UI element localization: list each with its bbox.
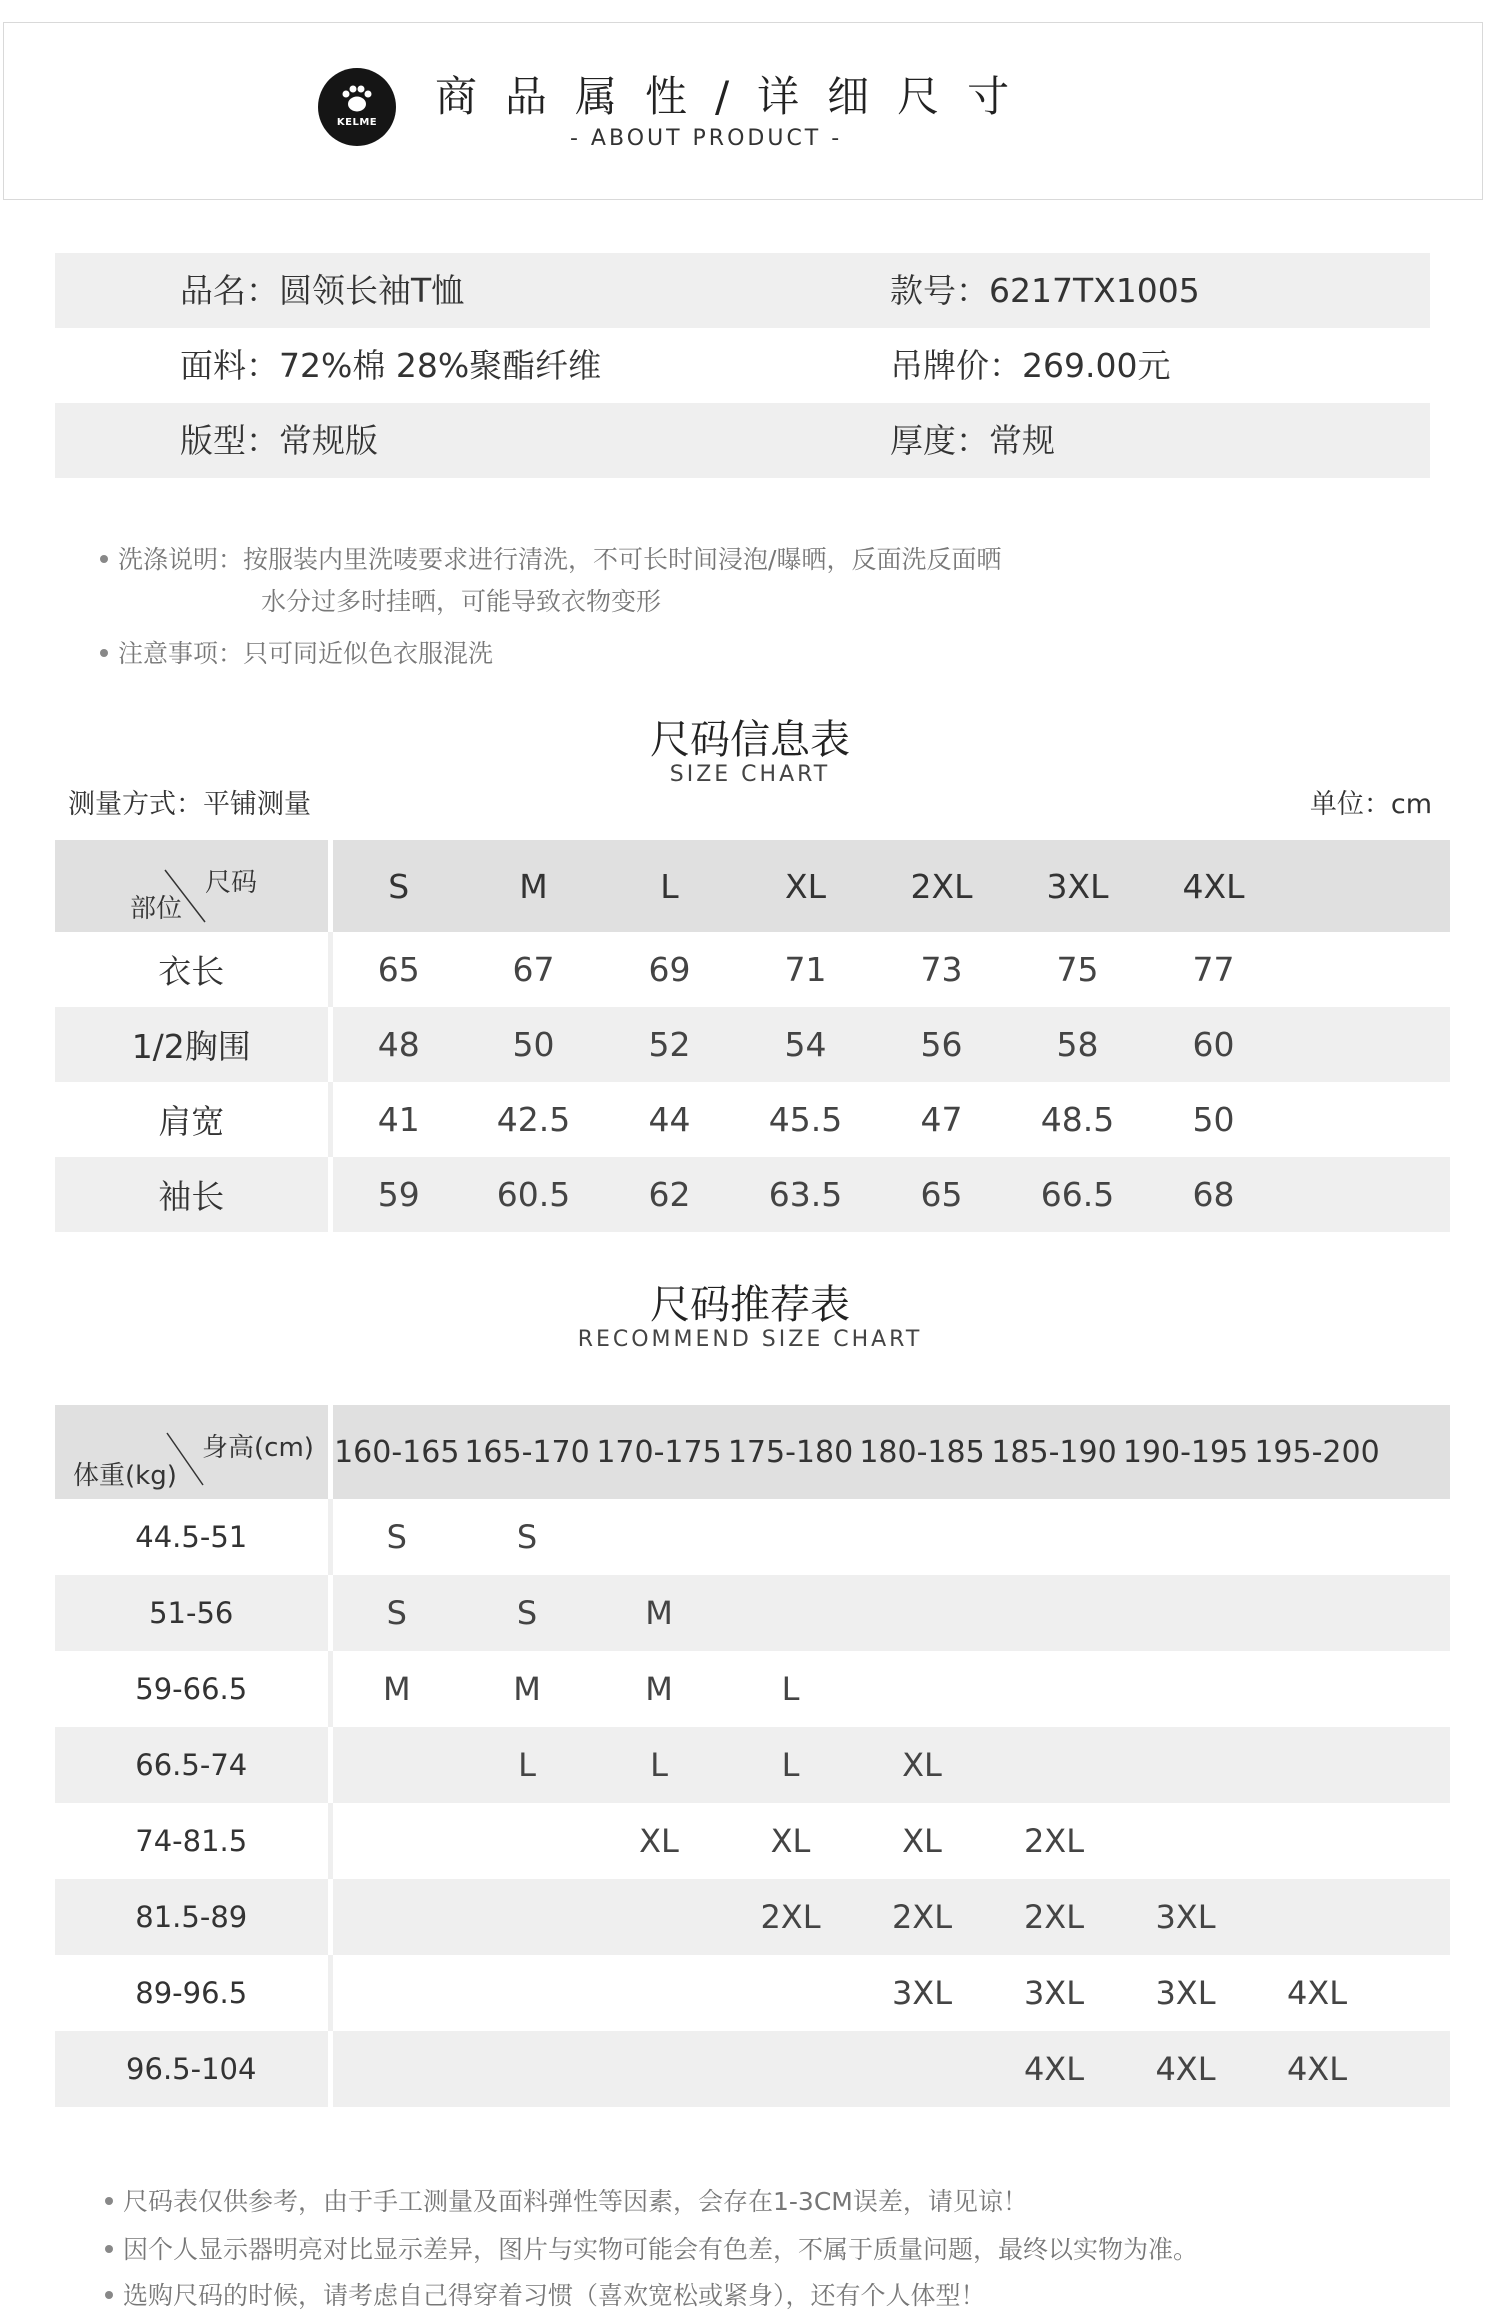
empty-cell <box>1383 1955 1450 2031</box>
recommended-size: L <box>725 1651 856 1727</box>
size-chart-title: 尺码信息表 <box>650 717 850 763</box>
size-value: 69 <box>602 932 737 1007</box>
bullet-icon <box>105 2291 113 2299</box>
recommended-size <box>1120 1727 1251 1803</box>
table-row <box>55 1651 1450 1727</box>
recommended-size: S <box>330 1499 461 1575</box>
recommended-size: M <box>593 1651 725 1727</box>
recommended-size <box>461 1879 593 1955</box>
size-value: 52 <box>602 1007 737 1082</box>
footer-note: 选购尺码的时候，请考虑自己得穿着习惯（喜欢宽松或紧身），还有个人体型！ <box>105 2276 986 2312</box>
empty-cell <box>1281 840 1450 932</box>
size-value: 62 <box>602 1157 737 1232</box>
height-header: 175-180 <box>725 1405 856 1499</box>
size-header: 3XL <box>1009 840 1146 932</box>
size-corner-cell <box>55 840 330 932</box>
recommended-size: 3XL <box>988 1955 1120 2031</box>
empty-cell <box>1281 1082 1450 1157</box>
size-header: L <box>602 840 737 932</box>
empty-cell <box>1383 1727 1450 1803</box>
size-value: 50 <box>1146 1082 1281 1157</box>
recommended-size <box>856 2031 988 2107</box>
recommended-size <box>856 1499 988 1575</box>
recommended-size <box>461 1803 593 1879</box>
table-row <box>55 1879 1450 1955</box>
measure-method: 测量方式：平铺测量 <box>68 789 311 820</box>
size-value: 65 <box>874 1157 1009 1232</box>
recommended-size <box>461 2031 593 2107</box>
recommend-chart-title: 尺码推荐表 <box>650 1282 850 1328</box>
recommended-size: 2XL <box>856 1879 988 1955</box>
height-header: 165-170 <box>461 1405 593 1499</box>
size-value: 50 <box>465 1007 602 1082</box>
size-value: 47 <box>874 1082 1009 1157</box>
recommended-size <box>1251 1879 1383 1955</box>
size-header: 2XL <box>874 840 1009 932</box>
size-value: 45.5 <box>737 1082 874 1157</box>
recommended-size <box>988 1651 1120 1727</box>
page-title: 商品属性/详细尺寸 <box>435 72 1038 121</box>
recommended-size <box>1120 1803 1251 1879</box>
recommended-size: S <box>461 1575 593 1651</box>
wash-instructions-cont: 水分过多时挂晒，可能导致衣物变形 <box>261 587 662 616</box>
recommended-size: L <box>461 1727 593 1803</box>
height-header: 190-195 <box>1120 1405 1251 1499</box>
recommended-size <box>988 1727 1120 1803</box>
recommended-size: XL <box>725 1803 856 1879</box>
info-name: 品名：圆领长袖T恤 <box>180 271 465 310</box>
kelme-logo <box>318 68 396 146</box>
size-value: 63.5 <box>737 1157 874 1232</box>
recommended-size: 4XL <box>1251 2031 1383 2107</box>
size-value: 65 <box>330 932 465 1007</box>
empty-cell <box>1281 1007 1450 1082</box>
corner-part-label: 部位 <box>130 894 183 924</box>
height-header-row <box>55 1405 1450 1499</box>
recommended-size <box>1251 1803 1383 1879</box>
info-row <box>55 253 1430 328</box>
recommended-size <box>593 1955 725 2031</box>
height-header: 180-185 <box>856 1405 988 1499</box>
size-value: 54 <box>737 1007 874 1082</box>
corner-weight-label: 体重(kg) <box>73 1461 177 1491</box>
info-fit: 版型：常规版 <box>180 421 378 460</box>
info-row <box>55 328 1430 403</box>
part-label: 衣长 <box>55 932 330 1007</box>
recommended-size <box>725 1575 856 1651</box>
size-value: 66.5 <box>1009 1157 1146 1232</box>
height-header: 170-175 <box>593 1405 725 1499</box>
table-row <box>55 1575 1450 1651</box>
empty-cell <box>1383 1575 1450 1651</box>
size-value: 42.5 <box>465 1082 602 1157</box>
weight-label: 66.5-74 <box>55 1727 330 1803</box>
size-chart-table <box>55 840 1453 1232</box>
recommend-corner-cell <box>55 1405 330 1499</box>
size-value: 56 <box>874 1007 1009 1082</box>
empty-cell <box>1281 932 1450 1007</box>
recommended-size <box>725 1499 856 1575</box>
recommended-size <box>330 1955 461 2031</box>
recommended-size: XL <box>856 1727 988 1803</box>
footer-note: 因个人显示器明亮对比显示差异，图片与实物可能会有色差，不属于质量问题，最终以实物为准。 <box>105 2230 1198 2266</box>
empty-cell <box>1383 1405 1450 1499</box>
size-value: 73 <box>874 932 1009 1007</box>
recommended-size <box>330 1879 461 1955</box>
recommended-size: XL <box>856 1803 988 1879</box>
info-price: 吊牌价：269.00元 <box>890 346 1171 385</box>
recommended-size: M <box>461 1651 593 1727</box>
recommended-size: 4XL <box>1251 1955 1383 2031</box>
recommended-size: 2XL <box>725 1879 856 1955</box>
size-value: 77 <box>1146 932 1281 1007</box>
table-row <box>55 1499 1450 1575</box>
size-value: 59 <box>330 1157 465 1232</box>
empty-cell <box>1383 1803 1450 1879</box>
weight-label: 51-56 <box>55 1575 330 1651</box>
wash-instructions: 洗涤说明：按服装内里洗唛要求进行清洗，不可长时间浸泡/曝晒，反面洗反面晒 <box>100 540 1001 576</box>
size-header: 4XL <box>1146 840 1281 932</box>
info-thickness: 厚度：常规 <box>890 421 1055 460</box>
recommend-chart-subtitle: RECOMMEND SIZE CHART <box>577 1327 923 1352</box>
recommended-size <box>725 1955 856 2031</box>
bullet-icon <box>100 555 108 563</box>
footer-note: 尺码表仅供参考，由于手工测量及面料弹性等因素，会存在1-3CM误差，请见谅！ <box>105 2182 1028 2218</box>
recommended-size <box>1120 1651 1251 1727</box>
bullet-icon <box>105 2197 113 2205</box>
recommended-size: 3XL <box>856 1955 988 2031</box>
recommended-size <box>330 1803 461 1879</box>
diagonal-divider <box>55 840 325 932</box>
page-subtitle: - ABOUT PRODUCT - <box>570 126 843 151</box>
weight-label: 59-66.5 <box>55 1651 330 1727</box>
recommended-size <box>988 1575 1120 1651</box>
size-value: 60 <box>1146 1007 1281 1082</box>
size-value: 48.5 <box>1009 1082 1146 1157</box>
recommended-size <box>1251 1499 1383 1575</box>
unit-label: 单位：cm <box>1309 789 1432 820</box>
recommended-size <box>1251 1651 1383 1727</box>
empty-cell <box>1383 1499 1450 1575</box>
bullet-icon <box>105 2245 113 2253</box>
recommended-size: 4XL <box>988 2031 1120 2107</box>
table-row <box>55 1955 1450 2031</box>
empty-cell <box>1383 1651 1450 1727</box>
size-header: S <box>330 840 465 932</box>
height-header: 160-165 <box>330 1405 461 1499</box>
table-row <box>55 1007 1450 1082</box>
brand-name: KELME <box>336 117 378 128</box>
recommended-size <box>593 2031 725 2107</box>
part-label: 肩宽 <box>55 1082 330 1157</box>
size-header-row <box>55 840 1450 932</box>
size-value: 44 <box>602 1082 737 1157</box>
recommended-size <box>593 1499 725 1575</box>
corner-height-label: 身高(cm) <box>202 1433 314 1463</box>
weight-label: 96.5-104 <box>55 2031 330 2107</box>
paw-icon <box>318 68 396 146</box>
info-fabric: 面料：72%棉 28%聚酯纤维 <box>180 346 602 385</box>
recommended-size: S <box>461 1499 593 1575</box>
weight-label: 74-81.5 <box>55 1803 330 1879</box>
recommended-size <box>988 1499 1120 1575</box>
table-row <box>55 932 1450 1007</box>
recommended-size <box>856 1575 988 1651</box>
recommended-size: M <box>330 1651 461 1727</box>
recommended-size <box>461 1955 593 2031</box>
weight-label: 44.5-51 <box>55 1499 330 1575</box>
recommended-size: 2XL <box>988 1803 1120 1879</box>
recommended-size: M <box>593 1575 725 1651</box>
bullet-icon <box>100 649 108 657</box>
recommended-size <box>1251 1727 1383 1803</box>
size-value: 60.5 <box>465 1157 602 1232</box>
info-row <box>55 403 1430 478</box>
recommended-size: S <box>330 1575 461 1651</box>
weight-label: 81.5-89 <box>55 1879 330 1955</box>
recommended-size <box>1120 1575 1251 1651</box>
weight-label: 89-96.5 <box>55 1955 330 2031</box>
caution-note: 注意事项：只可同近似色衣服混洗 <box>100 634 493 670</box>
info-style-no: 款号：6217TX1005 <box>890 271 1200 310</box>
table-row <box>55 2031 1450 2107</box>
corner-size-label: 尺码 <box>205 868 258 898</box>
size-chart-subtitle: SIZE CHART <box>669 762 831 787</box>
size-header: XL <box>737 840 874 932</box>
empty-cell <box>1383 1879 1450 1955</box>
recommended-size: L <box>593 1727 725 1803</box>
part-label: 袖长 <box>55 1157 330 1232</box>
recommend-chart-table <box>55 1405 1450 2107</box>
recommended-size <box>1120 1499 1251 1575</box>
table-row <box>55 1727 1450 1803</box>
empty-cell <box>1383 2031 1450 2107</box>
empty-cell <box>1281 1157 1450 1232</box>
recommended-size: 3XL <box>1120 1879 1251 1955</box>
size-value: 48 <box>330 1007 465 1082</box>
size-value: 41 <box>330 1082 465 1157</box>
size-value: 67 <box>465 932 602 1007</box>
recommended-size: 2XL <box>988 1879 1120 1955</box>
size-value: 58 <box>1009 1007 1146 1082</box>
height-header: 185-190 <box>988 1405 1120 1499</box>
table-row <box>55 1157 1450 1232</box>
recommended-size: XL <box>593 1803 725 1879</box>
table-row <box>55 1803 1450 1879</box>
height-header: 195-200 <box>1251 1405 1383 1499</box>
recommended-size <box>856 1651 988 1727</box>
size-value: 75 <box>1009 932 1146 1007</box>
recommended-size <box>330 2031 461 2107</box>
recommended-size <box>330 1727 461 1803</box>
recommended-size <box>725 2031 856 2107</box>
recommended-size: 4XL <box>1120 2031 1251 2107</box>
table-row <box>55 1082 1450 1157</box>
size-value: 71 <box>737 932 874 1007</box>
size-header: M <box>465 840 602 932</box>
recommended-size <box>593 1879 725 1955</box>
recommended-size <box>1251 1575 1383 1651</box>
recommended-size: 3XL <box>1120 1955 1251 2031</box>
size-value: 68 <box>1146 1157 1281 1232</box>
part-label: 1/2胸围 <box>55 1007 330 1082</box>
recommended-size: L <box>725 1727 856 1803</box>
